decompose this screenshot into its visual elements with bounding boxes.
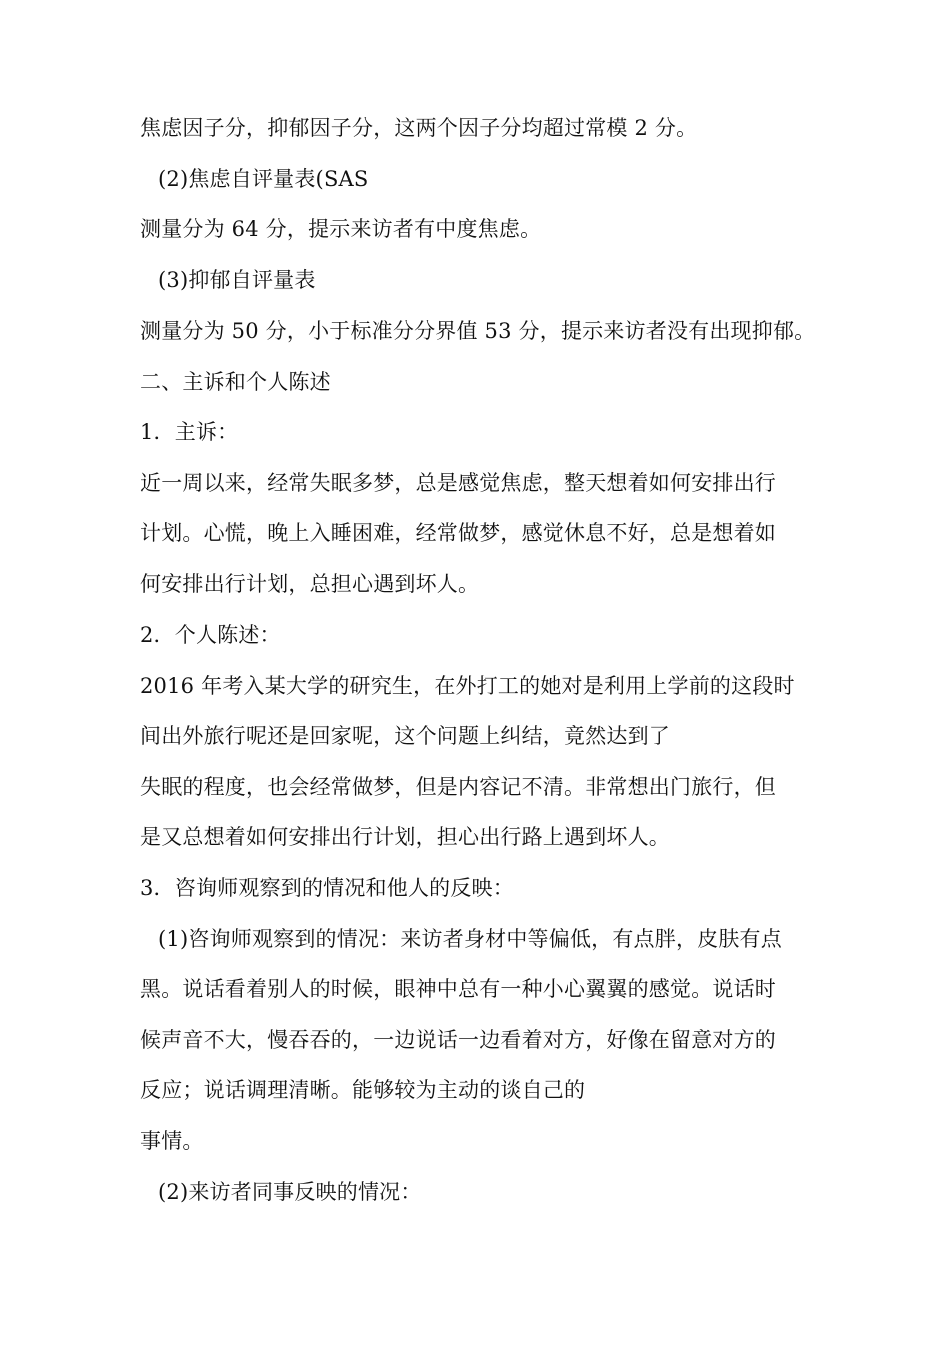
text-line-observation-5: 事情。 — [140, 1129, 204, 1153]
heading-sas-scale: (2)焦虑自评量表(SAS — [158, 167, 369, 191]
subheading-observations: 3．咨询师观察到的情况和他人的反映： — [140, 876, 514, 900]
text-line-statement-1: 2016 年考入某大学的研究生，在外打工的她对是利用上学前的这段时 — [140, 674, 795, 698]
text-line-complaint-1: 近一周以来，经常失眠多梦，总是感觉焦虑，整天想着如何安排出行 — [140, 471, 776, 495]
text-line-observation-4: 反应；说话调理清晰。能够较为主动的谈自己的 — [140, 1078, 586, 1102]
section-heading-complaint: 二、主诉和个人陈述 — [140, 370, 331, 394]
subheading-personal-statement: 2．个人陈述： — [140, 623, 281, 647]
text-line-statement-3: 失眠的程度，也会经常做梦，但是内容记不清。非常想出门旅行，但 — [140, 775, 776, 799]
heading-colleague-report: (2)来访者同事反映的情况： — [158, 1180, 422, 1204]
subheading-main-complaint: 1．主诉： — [140, 420, 239, 444]
text-line-statement-2: 间出外旅行呢还是回家呢，这个问题上纠结，竟然达到了 — [140, 724, 670, 748]
text-line-observation-3: 候声音不大，慢吞吞的，一边说话一边看着对方，好像在留意对方的 — [140, 1028, 776, 1052]
text-line-complaint-3: 何安排出行计划，总担心遇到坏人。 — [140, 572, 480, 596]
text-line-sas-score: 测量分为 64 分，提示来访者有中度焦虑。 — [140, 217, 542, 241]
text-line-statement-4: 是又总想着如何安排出行计划，担心出行路上遇到坏人。 — [140, 825, 670, 849]
text-line-observation-1: (1)咨询师观察到的情况：来访者身材中等偏低，有点胖，皮肤有点 — [158, 927, 782, 951]
heading-sds-scale: (3)抑郁自评量表 — [158, 268, 316, 292]
text-line-sds-score: 测量分为 50 分，小于标准分分界值 53 分，提示来访者没有出现抑郁。 — [140, 319, 816, 343]
text-line-factor-scores: 焦虑因子分，抑郁因子分，这两个因子分均超过常模 2 分。 — [140, 116, 698, 140]
text-line-complaint-2: 计划。心慌，晚上入睡困难，经常做梦，感觉休息不好，总是想着如 — [140, 521, 776, 545]
text-line-observation-2: 黑。说话看着别人的时候，眼神中总有一种小心翼翼的感觉。说话时 — [140, 977, 776, 1001]
